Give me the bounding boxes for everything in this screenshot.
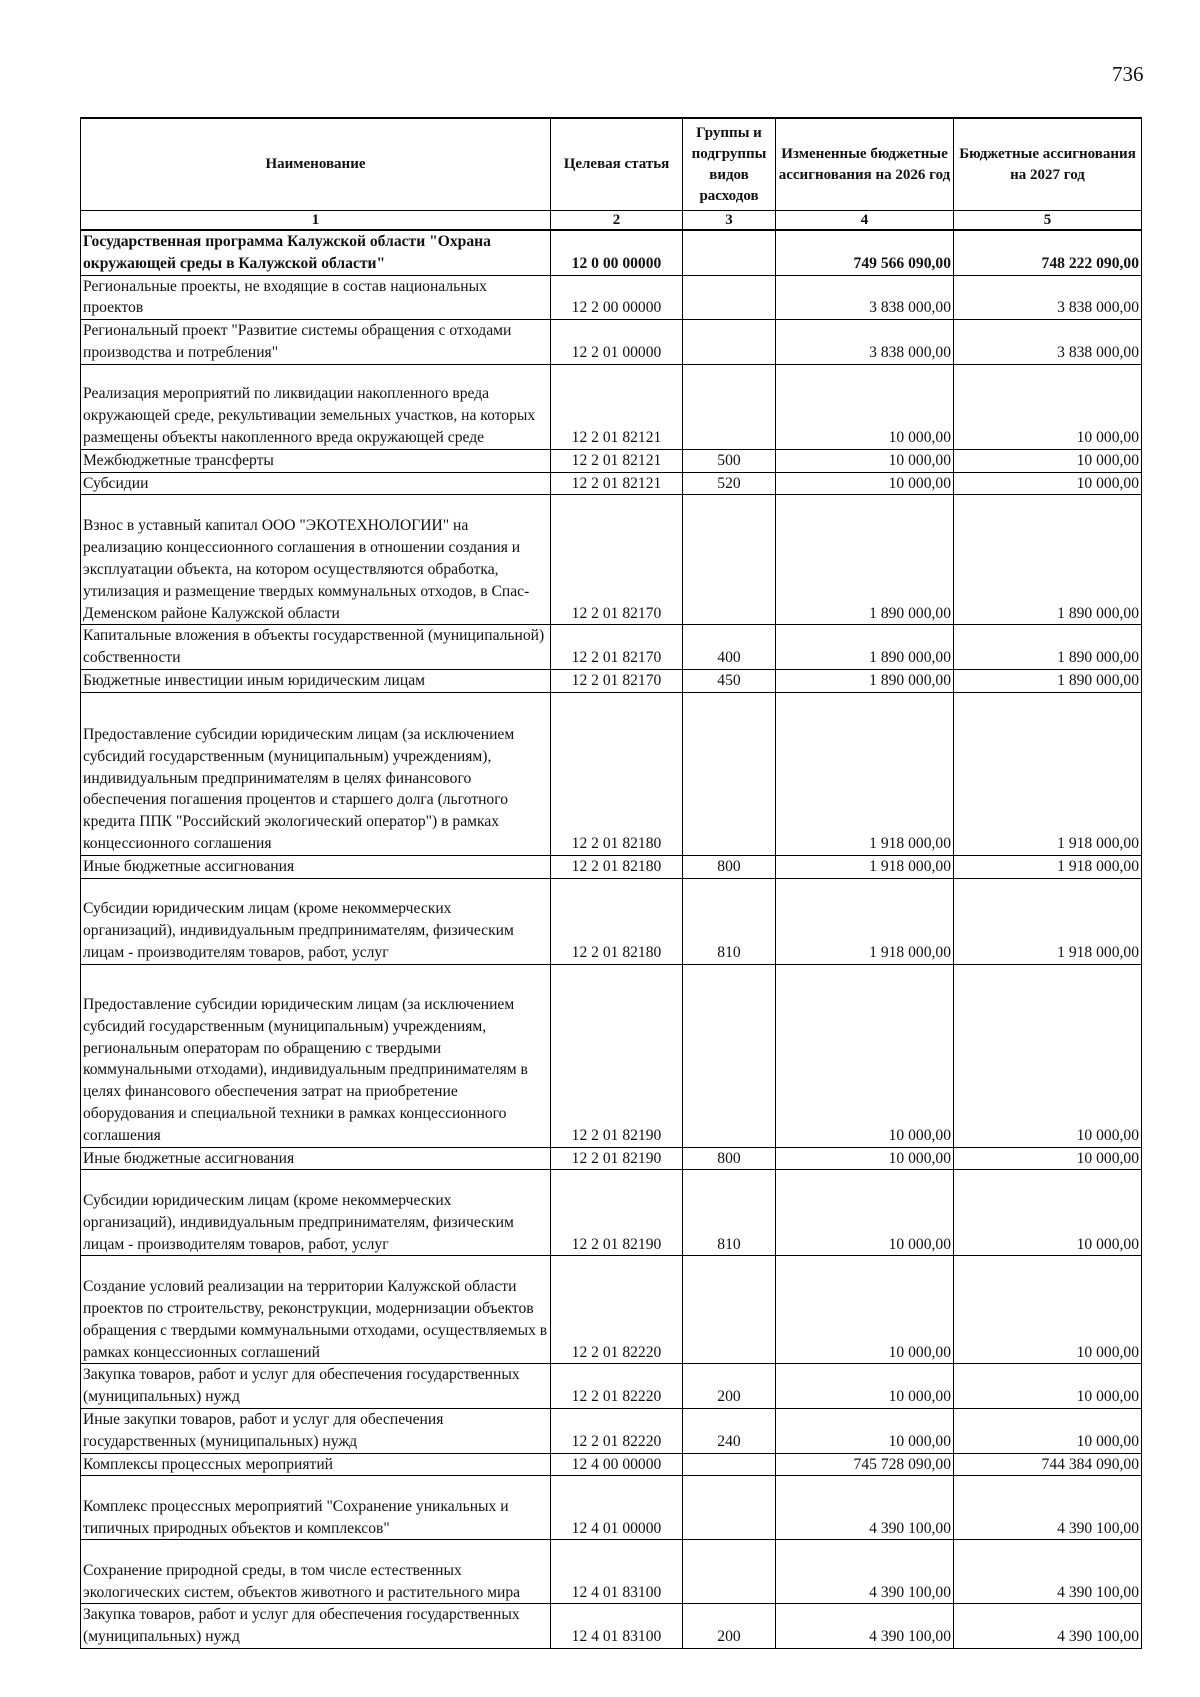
row-code: 12 2 01 82190 [551, 1147, 683, 1170]
row-amount-2027: 4 390 100,00 [954, 1476, 1142, 1540]
table-row [81, 1453, 1142, 1476]
row-code: 12 2 01 82190 [551, 964, 683, 1147]
row-amount-2026: 10 000,00 [776, 449, 954, 472]
row-amount-2027: 10 000,00 [954, 1408, 1142, 1453]
row-name: Региональный проект "Развитие системы обращения с отходами производства и потребления" [81, 320, 551, 365]
row-name: Создание условий реализации на территории Калужской области проектов по строительству, реконструкции, модернизации объектов обращения с твердыми коммунальными отходами, осуществляемых в рамках концессионных соглашений [81, 1256, 551, 1364]
row-amount-2026: 4 390 100,00 [776, 1540, 954, 1604]
row-amount-2026: 10 000,00 [776, 1364, 954, 1409]
row-amount-2027: 4 390 100,00 [954, 1540, 1142, 1604]
table-row [81, 275, 1142, 320]
row-name: Иные бюджетные ассигнования [81, 1147, 551, 1170]
table-row [81, 472, 1142, 495]
row-amount-2027: 1 890 000,00 [954, 625, 1142, 670]
row-code: 12 2 01 82220 [551, 1256, 683, 1364]
row-code: 12 4 01 83100 [551, 1604, 683, 1649]
row-amount-2026: 4 390 100,00 [776, 1604, 954, 1649]
row-code: 12 2 01 82180 [551, 855, 683, 878]
row-amount-2027: 10 000,00 [954, 472, 1142, 495]
row-amount-2026: 1 918 000,00 [776, 855, 954, 878]
row-group: 400 [683, 625, 776, 670]
row-name: Комплекс процессных мероприятий "Сохранение уникальных и типичных природных объектов и комплексов" [81, 1476, 551, 1540]
row-amount-2027: 10 000,00 [954, 964, 1142, 1147]
row-name: Взнос в уставный капитал ООО "ЭКОТЕХНОЛОГИИ" на реализацию концессионного соглашения в отношении создания и эксплуатации объекта, на котором осуществляются обработка, утилизация и размещение твердых коммунальных отходов, в Спас-Деменском районе Калужской области [81, 495, 551, 625]
row-amount-2027: 3 838 000,00 [954, 275, 1142, 320]
row-amount-2027: 10 000,00 [954, 364, 1142, 449]
column-number: 2 [551, 211, 683, 231]
row-amount-2027: 10 000,00 [954, 449, 1142, 472]
row-group [683, 320, 776, 365]
row-group [683, 1453, 776, 1476]
row-amount-2026: 1 918 000,00 [776, 692, 954, 855]
row-amount-2026: 3 838 000,00 [776, 275, 954, 320]
row-amount-2027: 3 838 000,00 [954, 320, 1142, 365]
row-code: 12 2 01 82180 [551, 692, 683, 855]
row-name: Закупка товаров, работ и услуг для обеспечения государственных (муниципальных) нужд [81, 1604, 551, 1649]
column-number: 3 [683, 211, 776, 231]
row-amount-2026: 1 890 000,00 [776, 625, 954, 670]
row-group [683, 364, 776, 449]
column-number: 5 [954, 211, 1142, 231]
row-amount-2027: 10 000,00 [954, 1364, 1142, 1409]
row-code: 12 4 00 00000 [551, 1453, 683, 1476]
row-amount-2026: 4 390 100,00 [776, 1476, 954, 1540]
row-name: Субсидии юридическим лицам (кроме некоммерческих организаций), индивидуальным предпринимателям, физическим лицам - производителям товаров, работ, услуг [81, 1170, 551, 1256]
row-amount-2027: 1 918 000,00 [954, 878, 1142, 964]
row-name: Иные закупки товаров, работ и услуг для обеспечения государственных (муниципальных) нужд [81, 1408, 551, 1453]
row-group: 800 [683, 855, 776, 878]
row-code: 12 2 01 82180 [551, 878, 683, 964]
table-row [81, 1408, 1142, 1453]
row-code: 12 4 01 83100 [551, 1540, 683, 1604]
row-amount-2026: 10 000,00 [776, 1256, 954, 1364]
row-code: 12 2 00 00000 [551, 275, 683, 320]
row-amount-2026: 1 890 000,00 [776, 495, 954, 625]
table-row [81, 1147, 1142, 1170]
table-row [81, 669, 1142, 692]
header-amount-2027: Бюджетные ассигнования на 2027 год [954, 118, 1142, 211]
row-amount-2027: 1 918 000,00 [954, 692, 1142, 855]
row-amount-2027: 10 000,00 [954, 1256, 1142, 1364]
row-code: 12 2 01 82220 [551, 1408, 683, 1453]
table-row [81, 1604, 1142, 1649]
row-amount-2027: 10 000,00 [954, 1170, 1142, 1256]
row-amount-2026: 10 000,00 [776, 472, 954, 495]
header-groups: Группы и подгруппы видов расходов [683, 118, 776, 211]
header-row [81, 118, 1142, 211]
row-amount-2027: 748 222 090,00 [954, 230, 1142, 275]
row-name: Иные бюджетные ассигнования [81, 855, 551, 878]
table-row [81, 320, 1142, 365]
header-amount-2026: Измененные бюджетные ассигнования на 2026 год [776, 118, 954, 211]
row-name: Закупка товаров, работ и услуг для обеспечения государственных (муниципальных) нужд [81, 1364, 551, 1409]
row-amount-2026: 10 000,00 [776, 964, 954, 1147]
row-amount-2026: 1 890 000,00 [776, 669, 954, 692]
budget-table [80, 117, 1142, 1649]
row-code: 12 2 01 82121 [551, 449, 683, 472]
row-amount-2026: 749 566 090,00 [776, 230, 954, 275]
table-row [81, 495, 1142, 625]
row-amount-2027: 1 890 000,00 [954, 495, 1142, 625]
row-name: Капитальные вложения в объекты государственной (муниципальной) собственности [81, 625, 551, 670]
row-amount-2026: 745 728 090,00 [776, 1453, 954, 1476]
row-code: 12 2 01 82121 [551, 472, 683, 495]
row-code: 12 2 01 00000 [551, 320, 683, 365]
row-group: 200 [683, 1364, 776, 1409]
row-code: 12 2 01 82220 [551, 1364, 683, 1409]
row-group [683, 1540, 776, 1604]
column-number-row [81, 211, 1142, 231]
row-amount-2027: 1 890 000,00 [954, 669, 1142, 692]
row-name: Государственная программа Калужской области "Охрана окружающей среды в Калужской области" [81, 230, 551, 275]
row-amount-2026: 10 000,00 [776, 1408, 954, 1453]
row-group: 240 [683, 1408, 776, 1453]
row-name: Предоставление субсидии юридическим лицам (за исключением субсидий государственным (муниципальным) учреждениям, региональным операторам по обращению с твердыми коммунальными отходами), индивидуальным предпринимателям в целях финансового обеспечения затрат на приобретение оборудования и специальной техники в рамках концессионного соглашения [81, 964, 551, 1147]
row-code: 12 2 01 82170 [551, 669, 683, 692]
table-row [81, 1364, 1142, 1409]
row-group [683, 275, 776, 320]
table-row [81, 1256, 1142, 1364]
table-row [81, 1170, 1142, 1256]
row-group [683, 692, 776, 855]
row-group: 200 [683, 1604, 776, 1649]
table-row [81, 1476, 1142, 1540]
row-name: Комплексы процессных мероприятий [81, 1453, 551, 1476]
row-code: 12 2 01 82190 [551, 1170, 683, 1256]
table-row [81, 1540, 1142, 1604]
row-group [683, 1256, 776, 1364]
row-code: 12 2 01 82170 [551, 625, 683, 670]
row-amount-2026: 1 918 000,00 [776, 878, 954, 964]
row-group: 810 [683, 1170, 776, 1256]
row-name: Сохранение природной среды, в том числе естественных экологических систем, объектов животного и растительного мира [81, 1540, 551, 1604]
table-row [81, 449, 1142, 472]
row-name: Реализация мероприятий по ликвидации накопленного вреда окружающей среде, рекультивации земельных участков, на которых размещены объекты накопленного вреда окружающей среде [81, 364, 551, 449]
row-name: Субсидии юридическим лицам (кроме некоммерческих организаций), индивидуальным предпринимателям, физическим лицам - производителям товаров, работ, услуг [81, 878, 551, 964]
row-group: 810 [683, 878, 776, 964]
table-row [81, 855, 1142, 878]
row-group [683, 1476, 776, 1540]
row-name: Межбюджетные трансферты [81, 449, 551, 472]
table-row [81, 364, 1142, 449]
row-group: 450 [683, 669, 776, 692]
table-row [81, 625, 1142, 670]
row-name: Субсидии [81, 472, 551, 495]
column-number: 1 [81, 211, 551, 231]
row-amount-2027: 1 918 000,00 [954, 855, 1142, 878]
header-target: Целевая статья [551, 118, 683, 211]
row-amount-2026: 10 000,00 [776, 1147, 954, 1170]
row-group: 520 [683, 472, 776, 495]
row-group: 500 [683, 449, 776, 472]
row-name: Предоставление субсидии юридическим лицам (за исключением субсидий государственным (муниципальным) учреждениям), индивидуальным предпринимателям в целях финансового обеспечения погашения процентов и старшего долга (льготного кредита ППК "Российский экологический оператор") в рамках концессионного соглашения [81, 692, 551, 855]
row-name: Региональные проекты, не входящие в состав национальных проектов [81, 275, 551, 320]
row-amount-2027: 10 000,00 [954, 1147, 1142, 1170]
row-amount-2026: 10 000,00 [776, 364, 954, 449]
row-amount-2026: 10 000,00 [776, 1170, 954, 1256]
row-name: Бюджетные инвестиции иным юридическим лицам [81, 669, 551, 692]
row-group [683, 964, 776, 1147]
row-group [683, 230, 776, 275]
row-code: 12 4 01 00000 [551, 1476, 683, 1540]
row-code: 12 2 01 82170 [551, 495, 683, 625]
table-row [81, 230, 1142, 275]
table-row [81, 878, 1142, 964]
row-code: 12 2 01 82121 [551, 364, 683, 449]
row-amount-2027: 4 390 100,00 [954, 1604, 1142, 1649]
row-group [683, 495, 776, 625]
table-row [81, 964, 1142, 1147]
row-amount-2027: 744 384 090,00 [954, 1453, 1142, 1476]
header-name: Наименование [81, 118, 551, 211]
table-row [81, 692, 1142, 855]
row-group: 800 [683, 1147, 776, 1170]
row-code: 12 0 00 00000 [551, 230, 683, 275]
page-number: 736 [1112, 62, 1144, 86]
column-number: 4 [776, 211, 954, 231]
row-amount-2026: 3 838 000,00 [776, 320, 954, 365]
